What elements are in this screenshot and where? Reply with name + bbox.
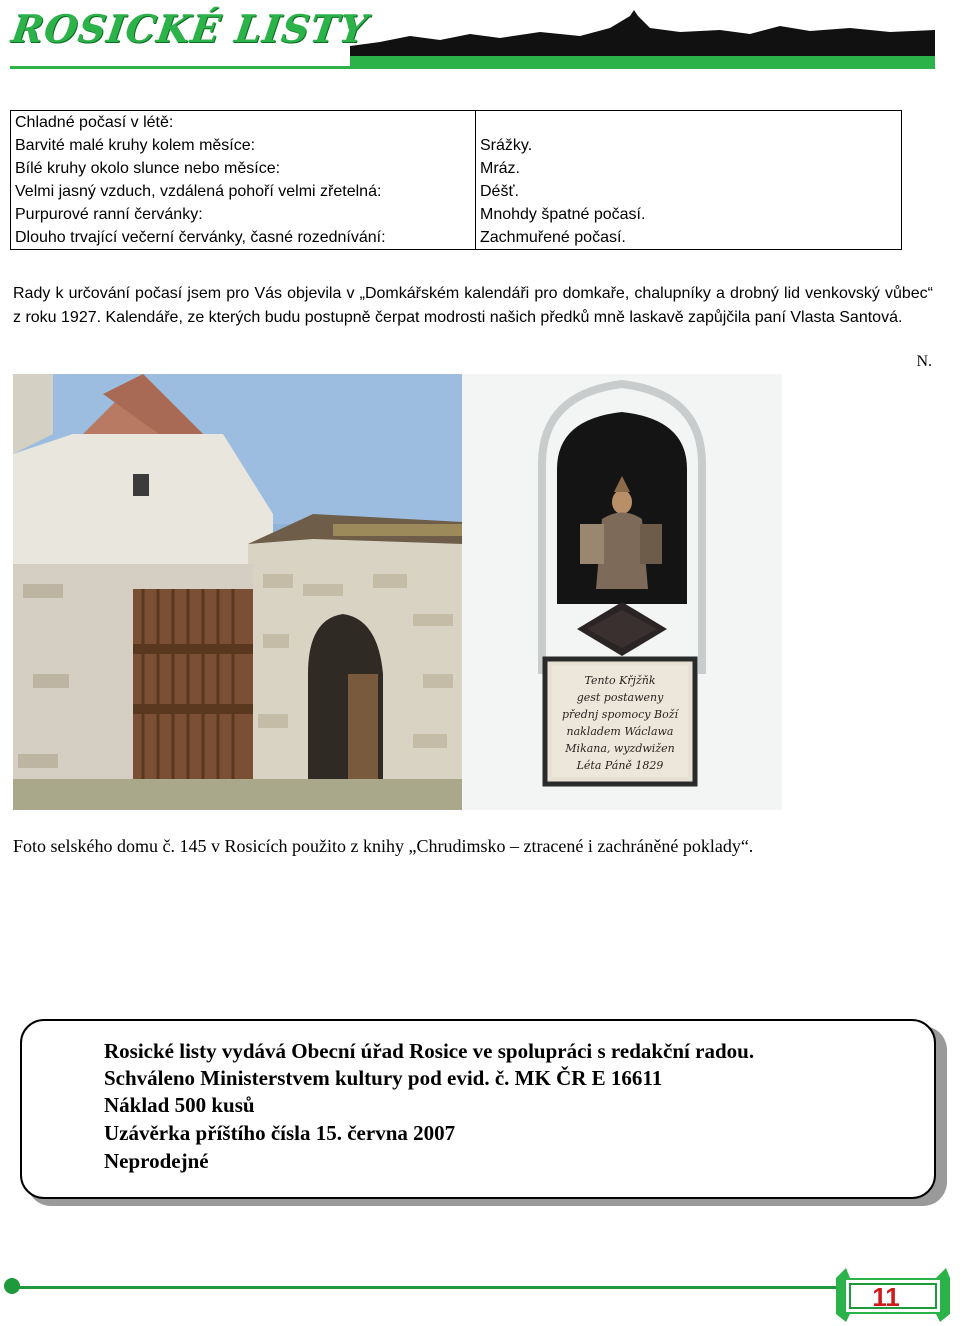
masthead-title: ROSICKÉ LISTY: [8, 6, 371, 51]
sign-text: Bílé kruhy okolo slunce nebo měsíce:: [15, 160, 281, 177]
farmhouse-photo: [13, 374, 463, 810]
village-silhouette-icon: [350, 6, 935, 66]
sign-text: Chladné počasí v létě:: [15, 114, 174, 131]
sign-text: Purpurové ranní červánky:: [15, 206, 203, 223]
masthead: [10, 4, 935, 64]
plaque-line: přednj spomocy Boží: [561, 708, 679, 721]
plaque-line: Tento Křjžňk: [584, 674, 656, 687]
masthead-rule: [10, 66, 935, 69]
source-paragraph: Rady k určování počasí jsem pro Vás objevila v „Domkářském kalendáři pro domkaře, chalupníky a drobný lid venkovský vůbec“ z roku 1927. Kalendáře, ze kterých budu postupně čerpat modrosti našich předků mně laskavě zapůjčila paní Vlasta Santová.: [13, 285, 933, 326]
window-icon: [133, 474, 149, 496]
publication-info-box: [20, 1019, 936, 1199]
outcome-text: Zachmuřené počasí.: [480, 229, 626, 246]
outcome-text: [480, 111, 897, 134]
deadline-line: Uzávěrka příštího čísla 15. června 2007: [104, 1121, 456, 1145]
outcome-text: Mráz.: [480, 160, 520, 177]
sign-text: Velmi jasný vzduch, vzdálená pohoří velmi zřetelná:: [15, 183, 382, 200]
photo-caption: Foto selského domu č. 145 v Rosicích použito z knihy „Chrudimsko – ztracené i zachráněné poklady“.: [13, 836, 754, 856]
sign-text: Barvité malé kruhy kolem měsíce:: [15, 137, 256, 154]
outcome-text: Srážky.: [480, 137, 533, 154]
footer-rule: [14, 1286, 844, 1289]
outcomes-column: [476, 111, 902, 250]
author-signature: N.: [916, 353, 932, 370]
plaque-line: Léta Páně 1829: [576, 759, 664, 772]
niche-photo: [462, 374, 782, 810]
print-run-line: Náklad 500 kusů: [104, 1093, 255, 1117]
weather-signs-table: [10, 110, 902, 250]
page-number: 11: [872, 1282, 900, 1312]
plaque-line: nakladem Wáclawa: [566, 725, 674, 738]
signs-column: [11, 111, 476, 250]
registration-line: Schváleno Ministerstvem kultury pod evid. č. MK ČR E 16611: [104, 1066, 663, 1090]
publisher-line: Rosické listy vydává Obecní úřad Rosice ve spolupráci s redakční radou.: [104, 1039, 755, 1063]
niche-illustration: [462, 374, 782, 810]
sign-text: Dlouho trvající večerní červánky, časné rozednívání:: [15, 229, 386, 246]
plaque-line: Mikana, wyzdwižen: [565, 742, 675, 755]
outcome-text: Mnohdy špatné počasí.: [480, 206, 646, 223]
not-for-sale-line: Neprodejné: [104, 1149, 209, 1173]
plaque-line: gest postaweny: [576, 691, 664, 704]
farmhouse-illustration: [13, 374, 463, 810]
outcome-text: Déšť.: [480, 183, 519, 200]
